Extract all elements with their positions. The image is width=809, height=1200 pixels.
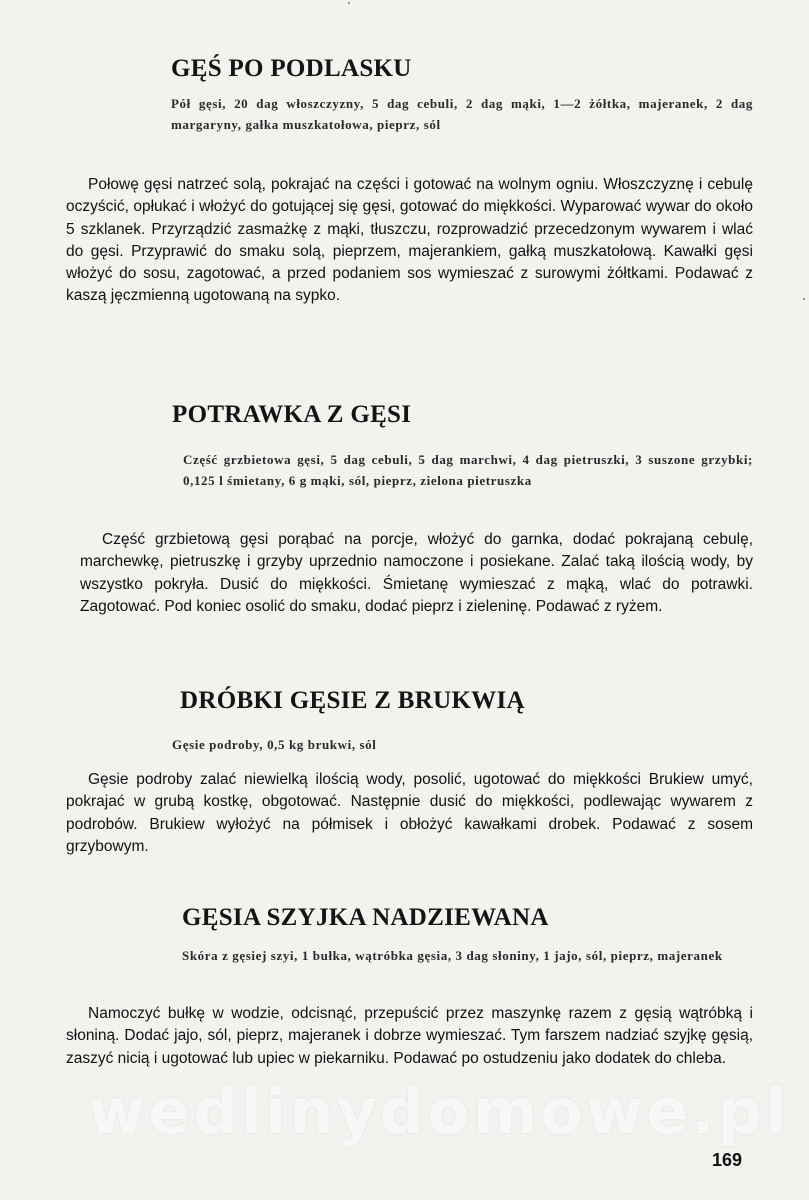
watermark-text: wedlinydomowe.pl [88, 1075, 790, 1148]
recipe-ingredients: Skóra z gęsiej szyi, 1 bułka, wątróbka gęsia, 3 dag słoniny, 1 jajo, sól, pieprz, majeranek [182, 948, 723, 963]
recipe-method [66, 769, 753, 858]
method-paragraph: Połowę gęsi natrzeć solą, pokrajać na części i gotować na wolnym ogniu. Włoszczyznę i cebulę oczyścić, opłukać i włożyć do gotującej się gęsi, gotować do miękkości. Wyparować wywar do około 5 szklanek. Przyrządzić zasmażkę z mąki, tłuszczu, rozprowadzić przecedzonym wywarem i wlać do gęsi. Przyprawić do smaku solą, pieprzem, majerankiem, gałką muszkatołową. Kawałki gęsi włożyć do sosu, zagotować, a przed podaniem sos wymieszać z surowymi żółtkami. Podawać z kaszą jęczmienną ugotowaną na sypko. [66, 176, 753, 305]
scan-speck [348, 2, 350, 4]
recipe-ingredients: Pół gęsi, 20 dag włoszczyzny, 5 dag cebuli, 2 dag mąki, 1—2 żółtka, majeranek, 2 dag margaryny, gałka muszkatołowa, pieprz, sól [171, 96, 753, 132]
recipe-title: GĘSIA SZYJKA NADZIEWANA [182, 904, 549, 931]
recipe-method [66, 174, 753, 308]
recipe-title: DRÓBKI GĘSIE Z BRUKWIĄ [180, 687, 525, 714]
recipe-title: POTRAWKA Z GĘSI [172, 401, 412, 428]
method-paragraph: Gęsie podroby zalać niewielką ilością wody, posolić, ugotować do miękkości Brukiew umyć, pokrajać w grubą kostkę, obgotować. Następnie dusić do miękkości, podlewając wywarem z podrobów. Brukiew wyłożyć na półmisek i obłożyć kawałkami drobek. Podawać z sosem grzybowym. [66, 771, 753, 855]
method-paragraph: Część grzbietową gęsi porąbać na porcje, włożyć do garnka, dodać pokrajaną cebulę, marchewkę, pietruszkę i grzyby uprzednio namoczone i posiekane. Zalać taką ilością wody, by wszystko pokryła. Dusić do miękkości. Śmietanę wymieszać z mąką, wlać do potrawki. Zagotować. Pod koniec osolić do smaku, dodać pieprz i zieleninę. Podawać z ryżem. [80, 531, 753, 615]
scan-speck [803, 298, 805, 300]
method-paragraph: Namoczyć bułkę w wodzie, odcisnąć, przepuścić przez maszynkę razem z gęsią wątróbką i słoniną. Dodać jajo, sól, pieprz, majeranek i dobrze wymieszać. Tym farszem nadziać szyjkę gęsią, zaszyć nicią i ugotować lub upiec w piekarniku. Podawać po ostudzeniu jako dodatek do chleba. [66, 1005, 753, 1067]
recipe-method [66, 1003, 753, 1070]
recipe-method [80, 529, 753, 618]
recipe-title: GĘŚ PO PODLASKU [171, 55, 412, 82]
recipe-ingredients: Gęsie podroby, 0,5 kg brukwi, sól [172, 737, 377, 752]
page-number: 169 [712, 1150, 743, 1170]
recipe-ingredients: Część grzbietowa gęsi, 5 dag cebuli, 5 dag marchwi, 4 dag pietruszki, 3 suszone grzybki; 0,125 l śmietany, 6 g mąki, sól, pieprz, zielona pietruszka [183, 452, 753, 488]
